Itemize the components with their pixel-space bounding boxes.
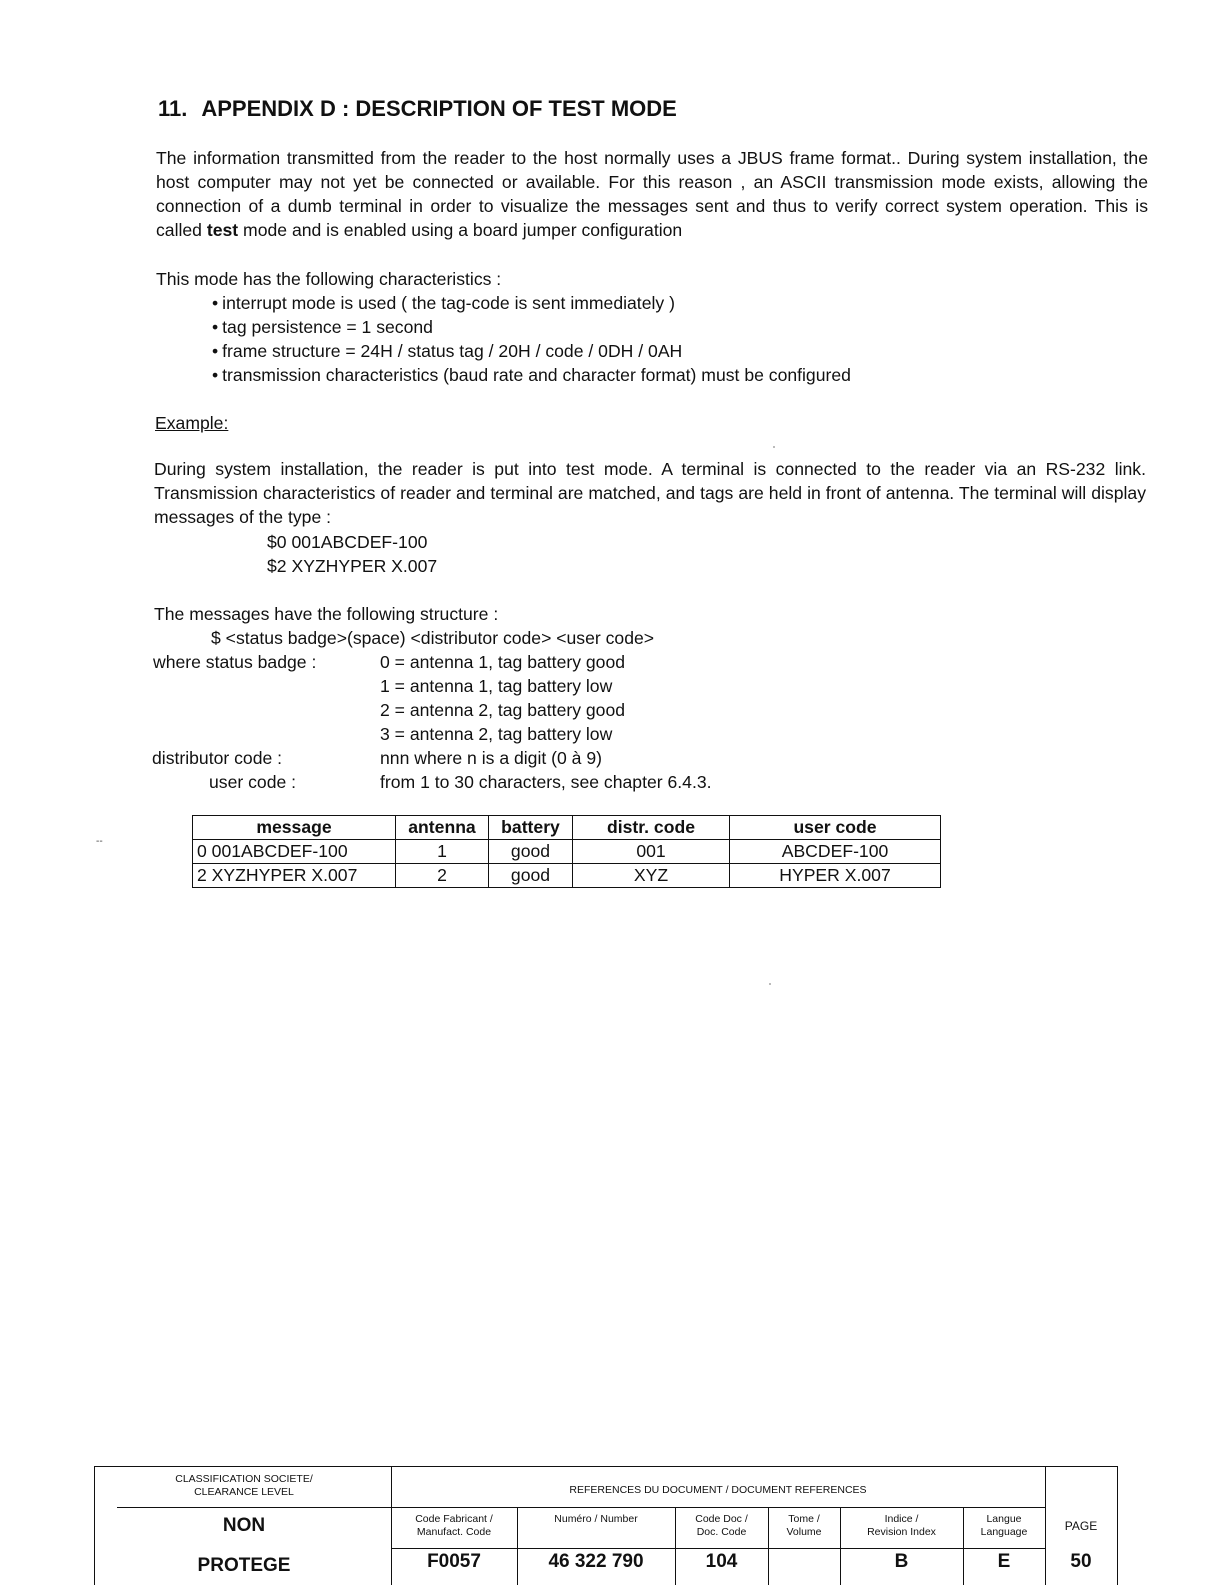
- intro-paragraph: [156, 146, 1148, 242]
- revision-index-value: B: [894, 1551, 909, 1572]
- page-number: 50: [1070, 1551, 1092, 1572]
- structure-format: $ <status badge>(space) <distributor code> <user code>: [211, 628, 655, 648]
- doc-code-value: 104: [705, 1551, 738, 1572]
- column-header: user code: [730, 816, 941, 840]
- document-footer: [94, 1466, 1118, 1585]
- stray-mark: --: [96, 836, 103, 847]
- list-item: • tag persistence = 1 second: [212, 315, 851, 339]
- footer-divider: [391, 1548, 1045, 1549]
- doc-code-label: Code Doc / Doc. Code: [695, 1513, 748, 1538]
- characteristics-lead: This mode has the following characteristics :: [156, 269, 502, 289]
- table-cell: 2: [396, 864, 489, 888]
- footer-divider: [391, 1507, 1045, 1508]
- table-cell: good: [489, 864, 573, 888]
- example-message-1: $0 001ABCDEF-100: [267, 532, 428, 552]
- scan-speck: [769, 983, 771, 985]
- user-code-value: from 1 to 30 characters, see chapter 6.4.3.: [380, 772, 712, 792]
- classification-title: CLASSIFICATION SOCIETE/ CLEARANCE LEVEL: [175, 1473, 313, 1498]
- example-label: Example:: [155, 413, 229, 433]
- column-header: antenna: [396, 816, 489, 840]
- table-row: [193, 864, 941, 888]
- distributor-code-value: nnn where n is a digit (0 à 9): [380, 748, 603, 768]
- table-cell: XYZ: [573, 864, 730, 888]
- user-code-label: user code :: [209, 772, 297, 792]
- classification-value: NON: [222, 1515, 266, 1536]
- table-cell: good: [489, 840, 573, 864]
- classification-value-2: PROTEGE: [197, 1555, 291, 1576]
- list-item: • frame structure = 24H / status tag / 20H / code / 0DH / 0AH: [212, 339, 851, 363]
- example-message-2: $2 XYZHYPER X.007: [267, 556, 438, 576]
- number-value: 46 322 790: [548, 1551, 644, 1572]
- references-title: REFERENCES DU DOCUMENT / DOCUMENT REFERENCES: [569, 1484, 867, 1496]
- intro-text-2: mode and is enabled using a board jumper configuration: [238, 220, 683, 240]
- column-header: battery: [489, 816, 573, 840]
- table-row: [193, 840, 941, 864]
- language-value: E: [997, 1551, 1011, 1572]
- language-label: Langue Language: [980, 1513, 1028, 1538]
- status-value-2: 2 = antenna 2, tag battery good: [380, 700, 626, 720]
- column-header: message: [193, 816, 396, 840]
- footer-divider: [117, 1507, 391, 1508]
- status-value-0: 0 = antenna 1, tag battery good: [380, 652, 626, 672]
- list-item: • transmission characteristics (baud rate and character format) must be configured: [212, 363, 851, 387]
- example-paragraph: During system installation, the reader is put into test mode. A terminal is connected to the reader via an RS-232 link. Transmission characteristics of reader and terminal are matched, and tags are held in front of antenna. The terminal will display messages of the type :: [154, 459, 1146, 527]
- section-title: APPENDIX D : DESCRIPTION OF TEST MODE: [201, 96, 677, 121]
- table-cell: 001: [573, 840, 730, 864]
- column-header: distr. code: [573, 816, 730, 840]
- structure-lead: The messages have the following structure :: [154, 604, 499, 624]
- table-cell: 2 XYZHYPER X.007: [193, 864, 396, 888]
- table-header-row: [193, 816, 941, 840]
- list-item: • interrupt mode is used ( the tag-code is sent immediately ): [212, 291, 851, 315]
- status-value-1: 1 = antenna 1, tag battery low: [380, 676, 613, 696]
- volume-label: Tome / Volume: [786, 1513, 822, 1538]
- table-cell: ABCDEF-100: [730, 840, 941, 864]
- manufact-code-label: Code Fabricant / Manufact. Code: [415, 1513, 493, 1538]
- distributor-code-label: distributor code :: [152, 748, 283, 768]
- number-label: Numéro / Number: [554, 1513, 638, 1525]
- status-value-3: 3 = antenna 2, tag battery low: [380, 724, 613, 744]
- status-badge-label: where status badge :: [153, 652, 317, 672]
- characteristics-list: [212, 291, 851, 387]
- section-heading: [158, 96, 677, 122]
- page-label: PAGE: [1064, 1519, 1098, 1533]
- scan-speck: [773, 446, 775, 448]
- manufact-code-value: F0057: [427, 1551, 481, 1572]
- table-cell: 0 001ABCDEF-100: [193, 840, 396, 864]
- intro-bold-term: test: [206, 220, 239, 240]
- message-table: [192, 815, 941, 888]
- table-cell: HYPER X.007: [730, 864, 941, 888]
- section-number: 11.: [158, 96, 188, 121]
- table-cell: 1: [396, 840, 489, 864]
- intro-text-1: The information transmitted from the reader to the host normally uses a JBUS frame format.. During system installation, the host computer may not yet be connected or available. For this reason , an ASCII transmission mode exists, allowing the connection of a dumb terminal in order to visualize the messages sent and thus to verify correct system operation. This is called: [156, 148, 1148, 240]
- revision-index-label: Indice / Revision Index: [867, 1513, 936, 1538]
